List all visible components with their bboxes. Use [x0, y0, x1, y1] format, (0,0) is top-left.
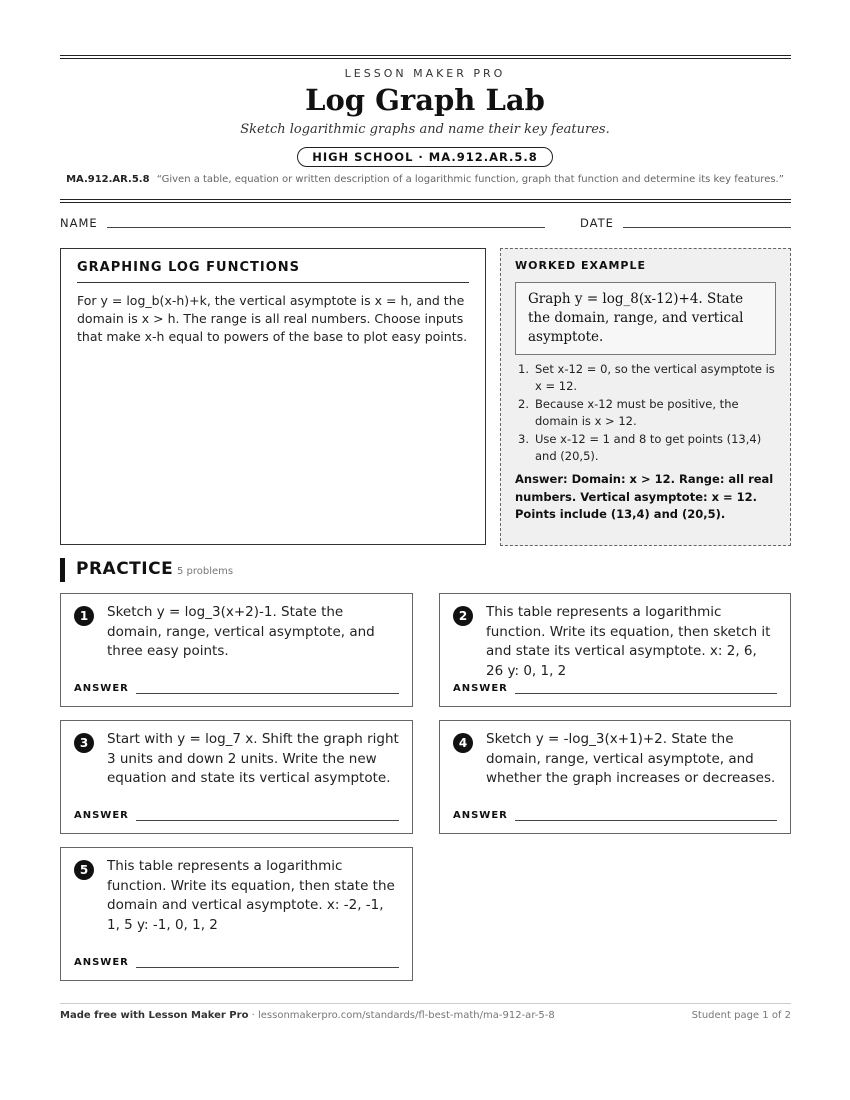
answer-label: ANSWER	[453, 810, 508, 821]
practice-title: PRACTICE	[76, 559, 174, 579]
problem-number-badge: 5	[74, 860, 94, 880]
step-text: Set x-12 = 0, so the vertical asymptote is x = 12.	[535, 362, 775, 393]
date-field[interactable]	[623, 227, 791, 228]
concept-heading: GRAPHING LOG FUNCTIONS	[77, 260, 469, 283]
problem-text: Start with y = log_7 x. Shift the graph right 3 units and down 2 units. Write the new equation and state its vertical asymptote.	[107, 731, 399, 786]
problem-number-badge: 1	[74, 606, 94, 626]
concept-box	[60, 248, 486, 545]
answer-field[interactable]	[515, 820, 777, 821]
step-text: Use x-12 = 1 and 8 to get points (13,4) and (20,5).	[535, 432, 762, 463]
worked-example-steps	[515, 361, 776, 465]
answer-field[interactable]	[136, 693, 399, 694]
grade-pill-wrap	[0, 146, 850, 167]
step-number: 3.	[518, 432, 529, 446]
header-bottom-rule-inner	[60, 202, 791, 203]
worked-example-step	[515, 396, 776, 430]
answer-field[interactable]	[515, 693, 777, 694]
footer-url[interactable]: · lessonmakerpro.com/standards/fl-best-math/ma-912-ar-5-8	[248, 1010, 555, 1021]
step-text: Because x-12 must be positive, the domain is x > 12.	[535, 397, 739, 428]
top-rule	[60, 55, 791, 56]
concept-body: For y = log_b(x-h)+k, the vertical asymptote is x = h, and the domain is x > h. The range is all real numbers. Choose inputs that make x-h equal to powers of the base to plot easy points.	[77, 293, 468, 344]
problem-card-3	[60, 720, 413, 834]
footer-page-number: Student page 1 of 2	[691, 1010, 791, 1021]
answer-field[interactable]	[136, 820, 399, 821]
worked-example-answer: Answer: Domain: x > 12. Range: all real numbers. Vertical asymptote: x = 12. Points include (13,4) and (20,5).	[515, 472, 774, 521]
standard-text: “Given a table, equation or written description of a logarithmic function, graph that function and determine its key features.”	[156, 174, 784, 185]
page-subtitle: Sketch logarithmic graphs and name their key features.	[240, 122, 610, 137]
step-number: 2.	[518, 397, 529, 411]
header-bottom-rule	[60, 199, 791, 200]
problem-card-5	[60, 847, 413, 981]
worked-example-box	[500, 248, 791, 546]
problem-text: Sketch y = -log_3(x+1)+2. State the domain, range, vertical asymptote, and whether the graph increases or decreases.	[486, 731, 776, 786]
name-field[interactable]	[107, 227, 545, 228]
practice-count: 5 problems	[177, 566, 234, 577]
problem-text: This table represents a logarithmic function. Write its equation, then state the domain and vertical asymptote. x: -2, -1, 1, 5 y: -1, 0, 1, 2	[107, 858, 395, 933]
name-label: NAME	[60, 216, 98, 230]
grade-standard-pill: HIGH SCHOOL · MA.912.AR.5.8	[297, 147, 553, 167]
footer-credit	[60, 1010, 555, 1021]
date-label: DATE	[580, 216, 614, 230]
answer-label: ANSWER	[74, 957, 129, 968]
problem-number-badge: 2	[453, 606, 473, 626]
brand-name: LESSON MAKER PRO	[344, 67, 506, 80]
problem-number-badge: 4	[453, 733, 473, 753]
problem-number-badge: 3	[74, 733, 94, 753]
answer-field[interactable]	[136, 967, 399, 968]
problem-card-2	[439, 593, 791, 707]
answer-label: ANSWER	[74, 683, 129, 694]
worked-example-step	[515, 431, 776, 465]
problem-text: This table represents a logarithmic function. Write its equation, then sketch it and state its vertical asymptote. x: 2, 6, 26 y: 0, 1, 2	[486, 604, 771, 679]
standard-line	[0, 174, 850, 185]
worked-example-step	[515, 361, 776, 395]
footer-rule	[60, 1003, 791, 1004]
answer-label: ANSWER	[74, 810, 129, 821]
practice-accent-bar	[60, 558, 65, 582]
problem-text: Sketch y = log_3(x+2)-1. State the domain, range, vertical asymptote, and three easy points.	[107, 604, 375, 659]
standard-code: MA.912.AR.5.8	[66, 174, 150, 185]
problem-card-4	[439, 720, 791, 834]
top-rule-inner	[60, 58, 791, 59]
problem-card-1	[60, 593, 413, 707]
worked-example-heading: WORKED EXAMPLE	[515, 259, 646, 272]
worked-example-prompt: Graph y = log_8(x-12)+4. State the domain, range, and vertical asymptote.	[515, 282, 776, 355]
name-date-row	[60, 216, 791, 232]
answer-label: ANSWER	[453, 683, 508, 694]
footer-made-with: Made free with Lesson Maker Pro	[60, 1010, 249, 1021]
page-title: Log Graph Lab	[305, 83, 545, 117]
step-number: 1.	[518, 362, 529, 376]
